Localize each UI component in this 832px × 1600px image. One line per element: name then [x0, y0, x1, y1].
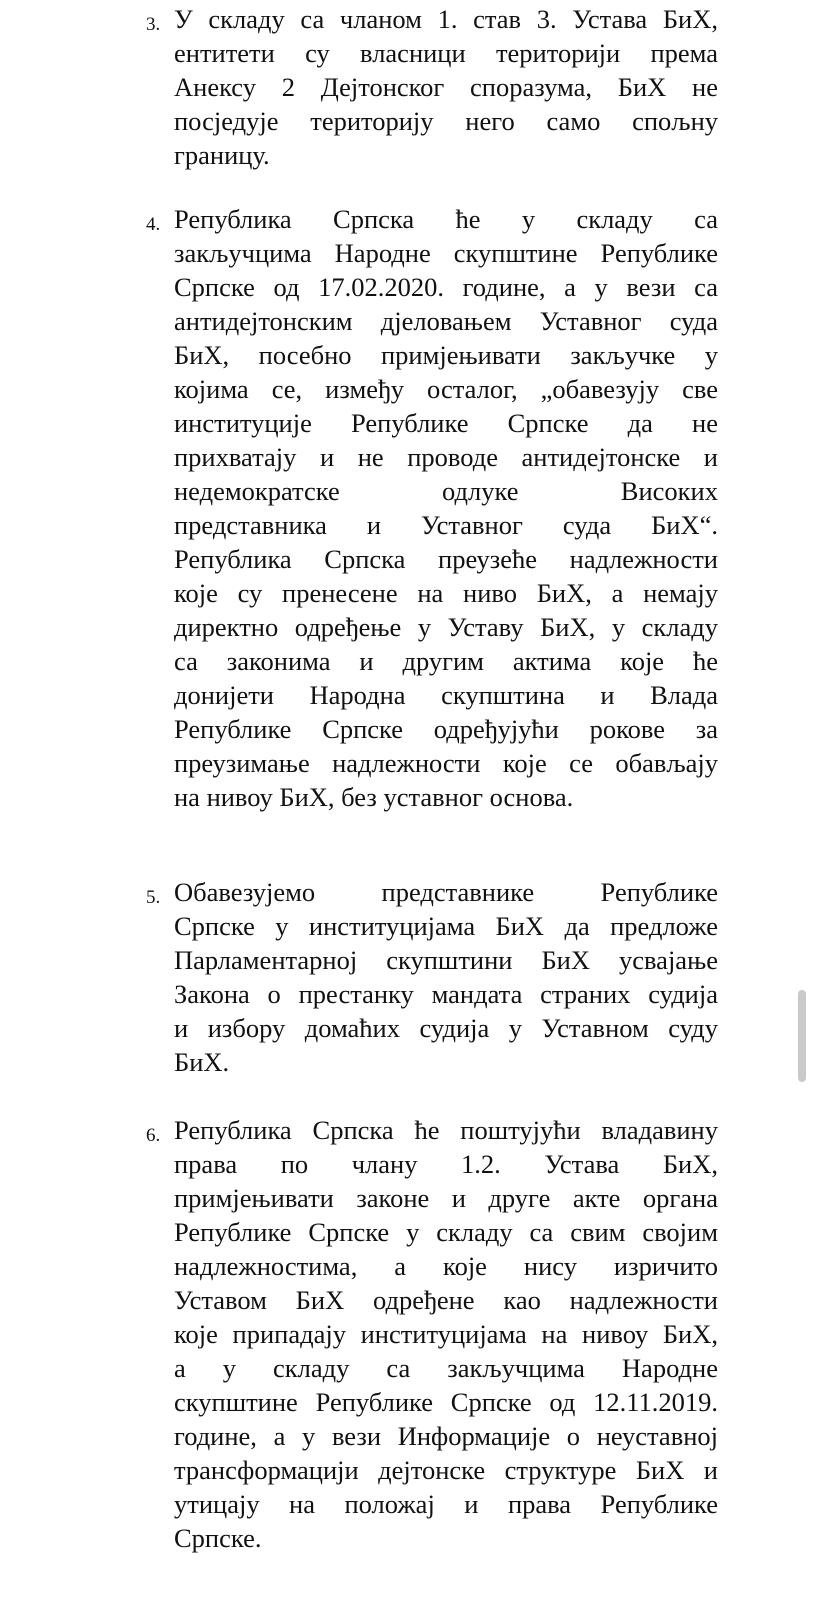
item-number: 5. [146, 887, 161, 908]
item-line: Парламентарној скупштини БиХ усвајање [174, 945, 718, 975]
item-line: утицају на положај и права Републике [174, 1489, 718, 1519]
item-line: које припадају институцијама на нивоу БиХ, [174, 1319, 718, 1349]
item-line: на нивоу БиХ, без уставног основа. [174, 782, 574, 812]
item-line: Републике Српске одређујући рокове за [174, 714, 718, 744]
item-line: и избору домаћих судија у Уставном суду [174, 1013, 718, 1043]
item-line: права по члану 1.2. Устава БиХ, [174, 1149, 718, 1179]
item-line: Обавезујемо представнике Републике [174, 877, 718, 907]
item-line: Анексу 2 Дејтонског споразума, БиХ не [174, 72, 718, 102]
item-line: које су пренесене на ниво БиХ, а немају [174, 578, 718, 608]
item-line: посједује територију него само спољну [174, 106, 718, 136]
item-line: границу. [174, 140, 270, 170]
item-line: којима се, између осталог, „обавезују све [174, 374, 718, 404]
item-line: донијети Народна скупштина и Влада [174, 680, 718, 710]
item-line: примјењивати законе и друге акте органа [174, 1183, 718, 1213]
item-line: ентитети су власници територији према [174, 38, 718, 68]
item-line: Српске од 17.02.2020. године, а у вези са [174, 272, 718, 302]
item-line: са законима и другим актима које ће [174, 646, 718, 676]
item-line: недемократске одлуке Високих [174, 476, 718, 506]
item-line: надлежностима, а које нису изричито [174, 1251, 718, 1281]
item-line: скупштине Републике Српске од 12.11.2019. [174, 1387, 718, 1417]
item-line: Закона о престанку мандата страних судија [174, 979, 718, 1009]
item-line: директно одређење у Уставу БиХ, у складу [174, 612, 718, 642]
item-line: трансформацији дејтонске структуре БиХ и [174, 1455, 718, 1485]
item-line: преузимање надлежности које се обављају [174, 748, 718, 778]
item-line: БиХ. [174, 1047, 230, 1077]
item-line: Српске у институцијама БиХ да предложе [174, 911, 718, 941]
item-line: БиХ, посебно примјењивати закључке у [174, 340, 718, 370]
item-line: У складу са чланом 1. став 3. Устава БиХ, [174, 4, 718, 34]
item-line: закључцима Народне скупштине Републике [174, 238, 718, 268]
item-line: године, а у вези Информације о неуставној [174, 1421, 718, 1451]
vertical-scrollbar-thumb[interactable] [798, 990, 806, 1082]
item-line: институције Републике Српске да не [174, 408, 718, 438]
item-line: Република Српска ће поштујући владавину [174, 1115, 718, 1145]
item-line: представника и Уставног суда БиХ“. [174, 510, 718, 540]
item-line: Републике Српске у складу са свим својим [174, 1217, 718, 1247]
item-number: 4. [146, 214, 161, 235]
item-line: Република Српска преузеће надлежности [174, 544, 718, 574]
item-line: Република Српска ће у складу са [174, 204, 718, 234]
item-line: а у складу са закључцима Народне [174, 1353, 718, 1383]
item-number: 6. [146, 1125, 161, 1146]
item-line: Српске. [174, 1523, 262, 1553]
item-line: прихватају и не проводе антидејтонске и [174, 442, 718, 472]
item-number: 3. [146, 14, 161, 35]
item-line: Уставом БиХ одређене као надлежности [174, 1285, 718, 1315]
item-line: антидејтонским дјеловањем Уставног суда [174, 306, 718, 336]
